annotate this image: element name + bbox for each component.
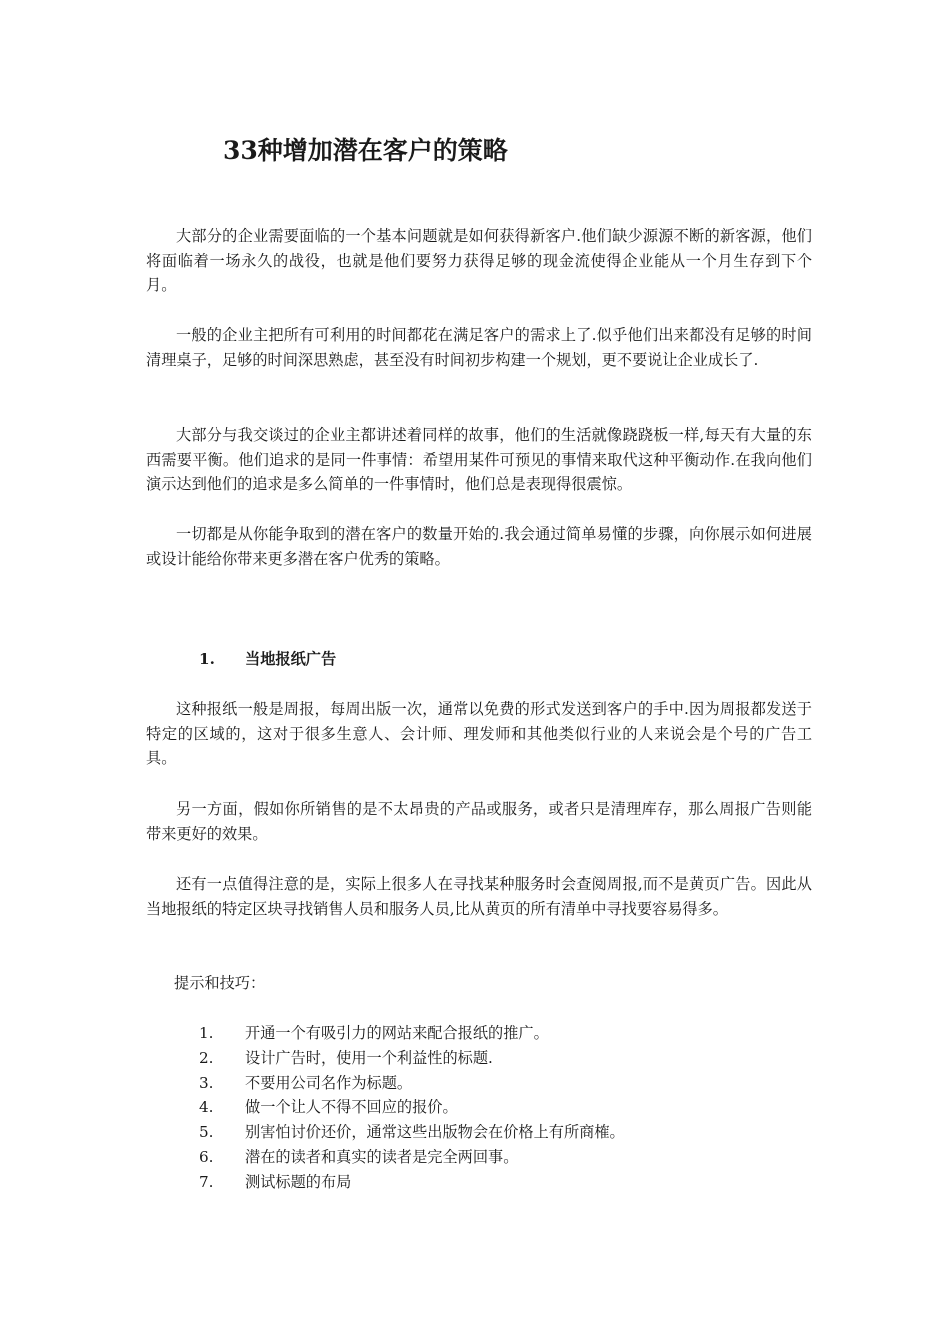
list-item bbox=[199, 1046, 625, 1071]
list-item-text: 设计广告时，使用一个利益性的标题. bbox=[245, 1048, 493, 1067]
list-item-number: 3. bbox=[199, 1073, 214, 1092]
intro-paragraph-2: 一般的企业主把所有可利用的时间都花在满足客户的需求上了.似乎他们出来都没有足够的时间清理桌子，足够的时间深思熟虑，甚至没有时间初步构建一个规划，更不要说让企业成长了. bbox=[146, 326, 812, 369]
intro-paragraph-1: 大部分的企业需要面临的一个基本问题就是如何获得新客户.他们缺少源源不断的新客源，他们将面临着一场永久的战役，也就是他们要努力获得足够的现金流使得企业能从一个月生存到下个月。 bbox=[146, 227, 812, 295]
list-item-text: 做一个让人不得不回应的报价。 bbox=[245, 1098, 458, 1117]
list-item bbox=[199, 1095, 625, 1120]
list-item-text: 潜在的读者和真实的读者是完全两回事。 bbox=[245, 1147, 519, 1166]
list-item-number: 2. bbox=[199, 1048, 214, 1067]
section-paragraph-3: 还有一点值得注意的是，实际上很多人在寻找某种服务时会查阅周报,而不是黄页广告。因此从当地报纸的特定区块寻找销售人员和服务人员,比从黄页的所有清单中寻找要容易得多。 bbox=[146, 875, 812, 918]
intro-paragraph-4: 一切都是从你能争取到的潜在客户的数量开始的.我会通过简单易懂的步骤，向你展示如何进展或设计能给你带来更多潜在客户优秀的策略。 bbox=[146, 525, 812, 568]
list-item bbox=[199, 1120, 625, 1145]
section-title: 当地报纸广告 bbox=[245, 650, 337, 668]
list-item-number: 7. bbox=[199, 1172, 214, 1191]
list-item bbox=[199, 1170, 625, 1195]
list-item-number: 4. bbox=[199, 1098, 214, 1117]
list-item-text: 测试标题的布局 bbox=[245, 1172, 352, 1191]
list-item-number: 1. bbox=[199, 1024, 214, 1042]
section-number: 1. bbox=[199, 650, 215, 668]
tips-label: 提示和技巧： bbox=[174, 974, 266, 992]
tips-list bbox=[199, 1021, 625, 1195]
section-paragraph-1: 这种报纸一般是周报，每周出版一次，通常以免费的形式发送到客户的手中.因为周报都发送于特定的区域的，这对于很多生意人、会计师、理发师和其他类似行业的人来说会是个号的广告工具。 bbox=[146, 700, 812, 768]
intro-paragraph-3: 大部分与我交谈过的企业主都讲述着同样的故事，他们的生活就像跷跷板一样,每天有大量的东西需要平衡。他们追求的是同一件事情：希望用某件可预见的事情来取代这种平衡动作.在我向他们演示达到他们的追求是多么简单的一件事情时，他们总是表现得很震惊。 bbox=[146, 426, 812, 494]
list-item bbox=[199, 1021, 625, 1046]
section-heading bbox=[199, 648, 336, 669]
list-item-number: 6. bbox=[199, 1147, 214, 1166]
list-item-number: 5. bbox=[199, 1123, 214, 1142]
list-item-text: 不要用公司名作为标题。 bbox=[245, 1073, 413, 1092]
document-title: 33种增加潜在客户的策略 bbox=[223, 136, 508, 165]
section-paragraph-2: 另一方面，假如你所销售的是不太昂贵的产品或服务，或者只是清理库存，那么周报广告则能带来更好的效果。 bbox=[146, 800, 812, 843]
list-item-text: 别害怕讨价还价，通常这些出版物会在价格上有所商榷。 bbox=[245, 1123, 625, 1142]
list-item-text: 开通一个有吸引力的网站来配合报纸的推广。 bbox=[245, 1024, 549, 1042]
list-item bbox=[199, 1145, 625, 1170]
list-item bbox=[199, 1071, 625, 1096]
